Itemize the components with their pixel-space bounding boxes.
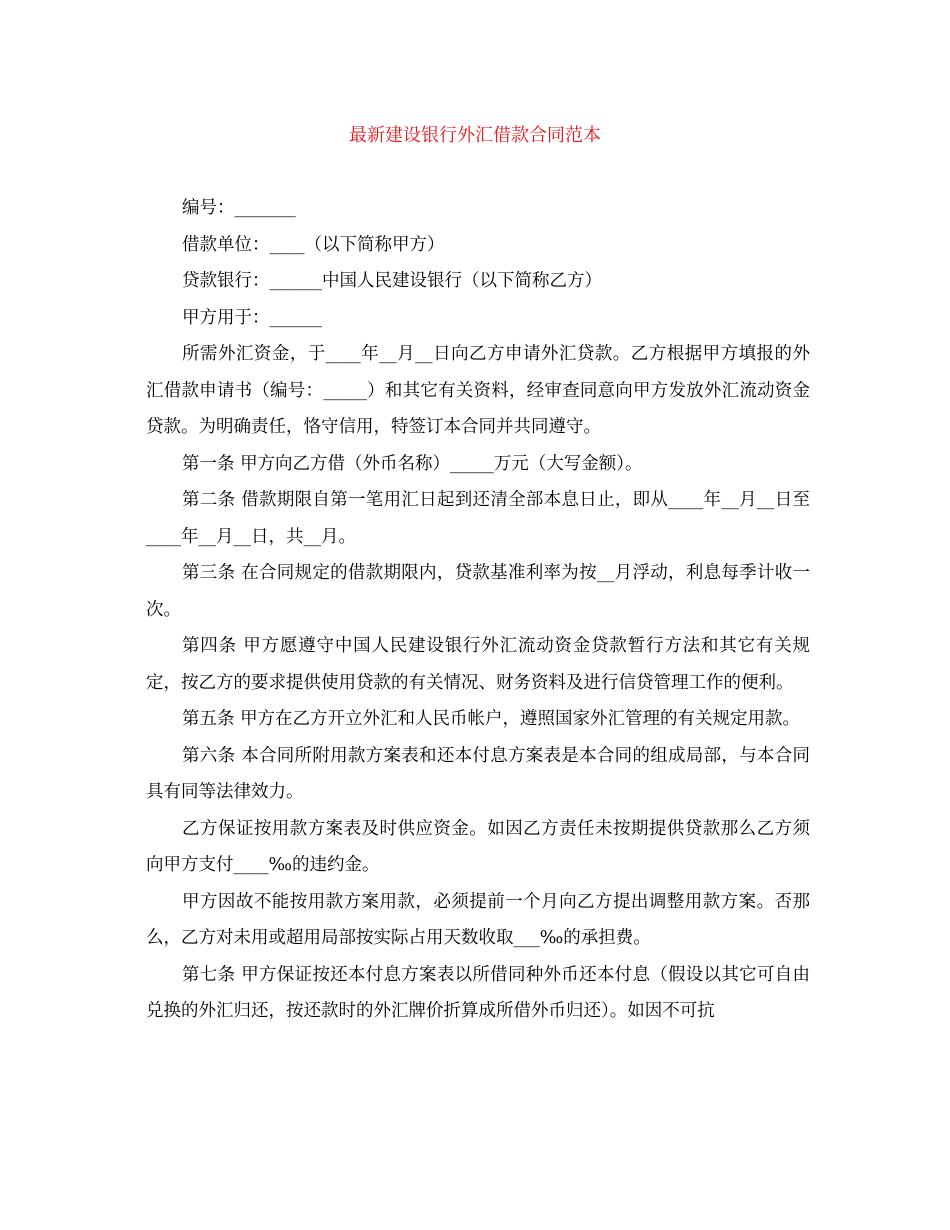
- article-6: 第六条 本合同所附用款方案表和还本付息方案表是本合同的组成局部，与本合同具有同等法律效力。: [146, 745, 810, 802]
- preamble-paragraph: 所需外汇资金，于____年__月__日向乙方申请外汇贷款。乙方根据甲方填报的外汇借款申请书（编号：_____）和其它有关资料，经审查同意向甲方发放外汇流动资金贷款。为明确责任，恪守信用，特签订本合同并共同遵守。: [146, 344, 810, 437]
- contract-number-line: 编号：_______: [182, 198, 296, 218]
- article-5: 第五条 甲方在乙方开立外汇和人民币帐户，遵照国家外汇管理的有关规定用款。: [182, 709, 801, 729]
- article-4: 第四条 甲方愿遵守中国人民建设银行外汇流动资金贷款暂行方法和其它有关规定，按乙方的要求提供使用贷款的有关情况、财务资料及进行信贷管理工作的便利。: [146, 636, 810, 693]
- purpose-line: 甲方用于：______: [182, 307, 322, 328]
- article-3: 第三条 在合同规定的借款期限内，贷款基准利率为按__月浮动，利息每季计收一次。: [146, 563, 810, 620]
- article-7: 第七条 甲方保证按还本付息方案表以所借同种外币还本付息（假设以其它可自由兑换的外汇归还，按还款时的外汇牌价折算成所借外币归还）。如因不可抗: [146, 964, 810, 1021]
- lender-bank-line: 贷款银行：______中国人民建设银行（以下简称乙方）: [182, 271, 602, 291]
- document-title: 最新建设银行外汇借款合同范本: [349, 125, 601, 146]
- article-1: 第一条 甲方向乙方借（外币名称）_____万元（大写金额）。: [182, 453, 643, 474]
- document-body: [146, 190, 810, 1030]
- article-2: 第二条 借款期限自第一笔用汇日起到还清全部本息日止，即从____年__月__日至____年__月__日，共__月。: [146, 490, 810, 547]
- borrower-line: 借款单位：____（以下简称甲方）: [182, 234, 445, 255]
- article-6-clause-2: 乙方保证按用款方案表及时供应资金。如因乙方责任未按期提供贷款那么乙方须向甲方支付____‰的违约金。: [146, 818, 810, 875]
- article-6-clause-3: 甲方因故不能按用款方案用款，必须提前一个月向乙方提出调整用款方案。否那么，乙方对未用或超用局部按实际占用天数收取___‰的承担费。: [146, 891, 810, 948]
